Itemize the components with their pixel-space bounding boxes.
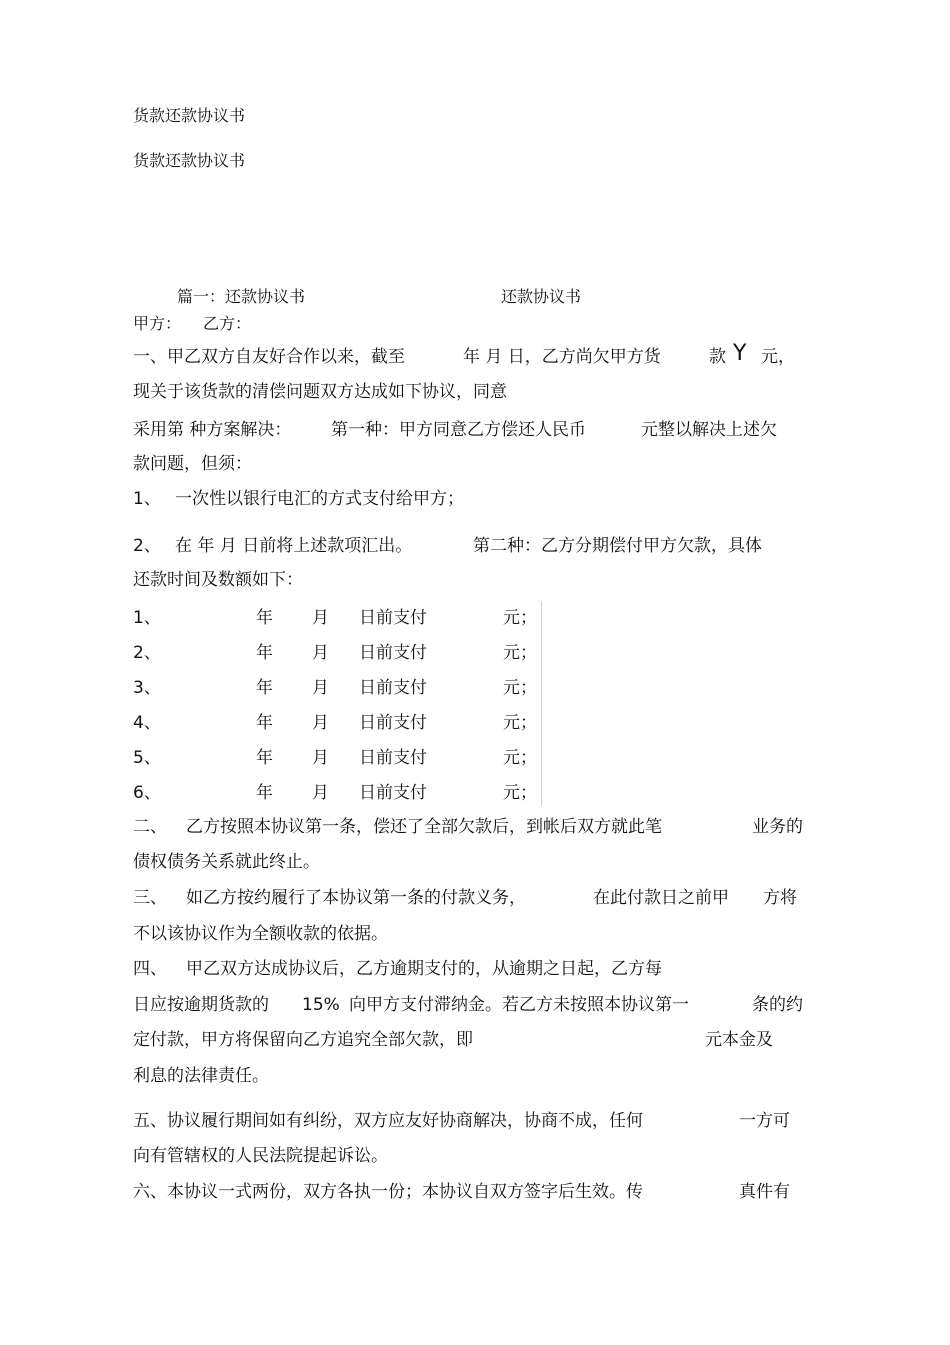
option-1-number: 1、	[133, 489, 161, 509]
section-4-rate: 15%	[302, 995, 340, 1015]
schedule-year: 年	[256, 608, 273, 628]
section-4-line-3-b: 元本金及	[705, 1030, 773, 1050]
schedule-number: 4、	[133, 713, 161, 733]
schedule-amount: 元；	[503, 713, 537, 733]
schedule-day: 日前支付	[359, 608, 427, 628]
section-3-number: 三、	[133, 888, 167, 908]
schedule-divider	[541, 601, 542, 806]
schedule-year: 年	[256, 643, 273, 663]
section-3-text-b: 在此付款日之前甲	[593, 888, 729, 908]
para-1-line-3-c: 元整以解决上述欠	[641, 420, 777, 440]
schedule-month: 月	[312, 748, 329, 768]
schedule-amount: 元；	[503, 643, 537, 663]
schedule-number: 3、	[133, 678, 161, 698]
schedule-amount: 元；	[503, 678, 537, 698]
schedule-year: 年	[256, 748, 273, 768]
section-4-text-a: 甲乙双方达成协议后，乙方逾期支付的，从逾期之日起，乙方每	[186, 959, 662, 979]
para-1-part-a: 一、甲乙双方自友好合作以来，截至	[133, 347, 405, 367]
schedule-number: 6、	[133, 783, 161, 803]
section-title: 还款协议书	[501, 287, 582, 306]
schedule-month: 月	[312, 643, 329, 663]
schedule-amount: 元；	[503, 748, 537, 768]
section-6-text-b: 真件有	[739, 1182, 790, 1202]
para-1-line-2: 现关于该货款的清偿问题双方达成如下协议，同意	[133, 382, 507, 402]
schedule-year: 年	[256, 713, 273, 733]
schedule-day: 日前支付	[359, 748, 427, 768]
schedule-amount: 元；	[503, 783, 537, 803]
option-2-line-2: 还款时间及数额如下：	[133, 570, 303, 590]
schedule-amount: 元；	[503, 608, 537, 628]
para-1-part-b: 年 月 日，乙方尚欠甲方货	[463, 347, 661, 367]
schedule-month: 月	[312, 678, 329, 698]
section-5-line-2: 向有管辖权的人民法院提起诉讼。	[133, 1146, 388, 1166]
section-4-line-2-c: 向甲方支付滞纳金。若乙方未按照本协议第一	[349, 995, 689, 1015]
schedule-month: 月	[312, 713, 329, 733]
schedule-number: 2、	[133, 643, 161, 663]
option-2-part-b: 第二种：乙方分期偿付甲方欠款，具体	[473, 536, 762, 556]
section-2-line-2: 债权债务关系就此终止。	[133, 852, 320, 872]
para-1-line-3-a: 采用第 种方案解决：	[133, 420, 292, 440]
schedule-number: 1、	[133, 608, 161, 628]
section-2-text-a: 乙方按照本协议第一条，偿还了全部欠款后，到帐后双方就此笔	[186, 817, 662, 837]
section-3-line-2: 不以该协议作为全额收款的依据。	[133, 924, 388, 944]
party-b-label: 乙方：	[203, 314, 252, 333]
section-2-text-b: 业务的	[752, 817, 803, 837]
option-2-number: 2、	[133, 536, 161, 556]
section-5-text-b: 一方可	[739, 1111, 790, 1131]
party-a-label: 甲方：	[133, 314, 182, 333]
section-3-text-a: 如乙方按约履行了本协议第一条的付款义务，	[186, 888, 526, 908]
section-2-number: 二、	[133, 817, 167, 837]
schedule-year: 年	[256, 783, 273, 803]
option-1-text: 一次性以银行电汇的方式支付给甲方；	[175, 489, 464, 509]
section-4-line-2-a: 日应按逾期货款的	[133, 995, 269, 1015]
section-4-line-2-d: 条的约	[752, 995, 803, 1015]
schedule-day: 日前支付	[359, 783, 427, 803]
para-1-part-e: 元，	[761, 347, 795, 367]
section-5-text-a: 五、协议履行期间如有纠纷，双方应友好协商解决，协商不成，任何	[133, 1111, 643, 1131]
para-1-line-3-b: 第一种：甲方同意乙方偿还人民币	[331, 420, 586, 440]
schedule-day: 日前支付	[359, 713, 427, 733]
para-1-currency: Y	[733, 341, 747, 366]
section-4-line-4: 利息的法律责任。	[133, 1066, 269, 1086]
schedule-day: 日前支付	[359, 678, 427, 698]
schedule-month: 月	[312, 783, 329, 803]
schedule-day: 日前支付	[359, 643, 427, 663]
section-4-number: 四、	[133, 959, 167, 979]
section-3-text-c: 方将	[763, 888, 797, 908]
section-6-text-a: 六、本协议一式两份，双方各执一份；本协议自双方签字后生效。传	[133, 1182, 643, 1202]
option-2-part-a: 在 年 月 日前将上述款项汇出。	[175, 536, 413, 556]
para-1-line-4: 款问题，但须：	[133, 454, 252, 474]
para-1-part-c: 款	[709, 347, 726, 367]
schedule-number: 5、	[133, 748, 161, 768]
section-heading: 篇一：还款协议书	[177, 287, 306, 306]
doc-title-1: 货款还款协议书	[133, 106, 246, 125]
doc-title-2: 货款还款协议书	[133, 151, 246, 170]
schedule-year: 年	[256, 678, 273, 698]
schedule-month: 月	[312, 608, 329, 628]
section-4-line-3-a: 定付款，甲方将保留向乙方追究全部欠款，即	[133, 1030, 473, 1050]
